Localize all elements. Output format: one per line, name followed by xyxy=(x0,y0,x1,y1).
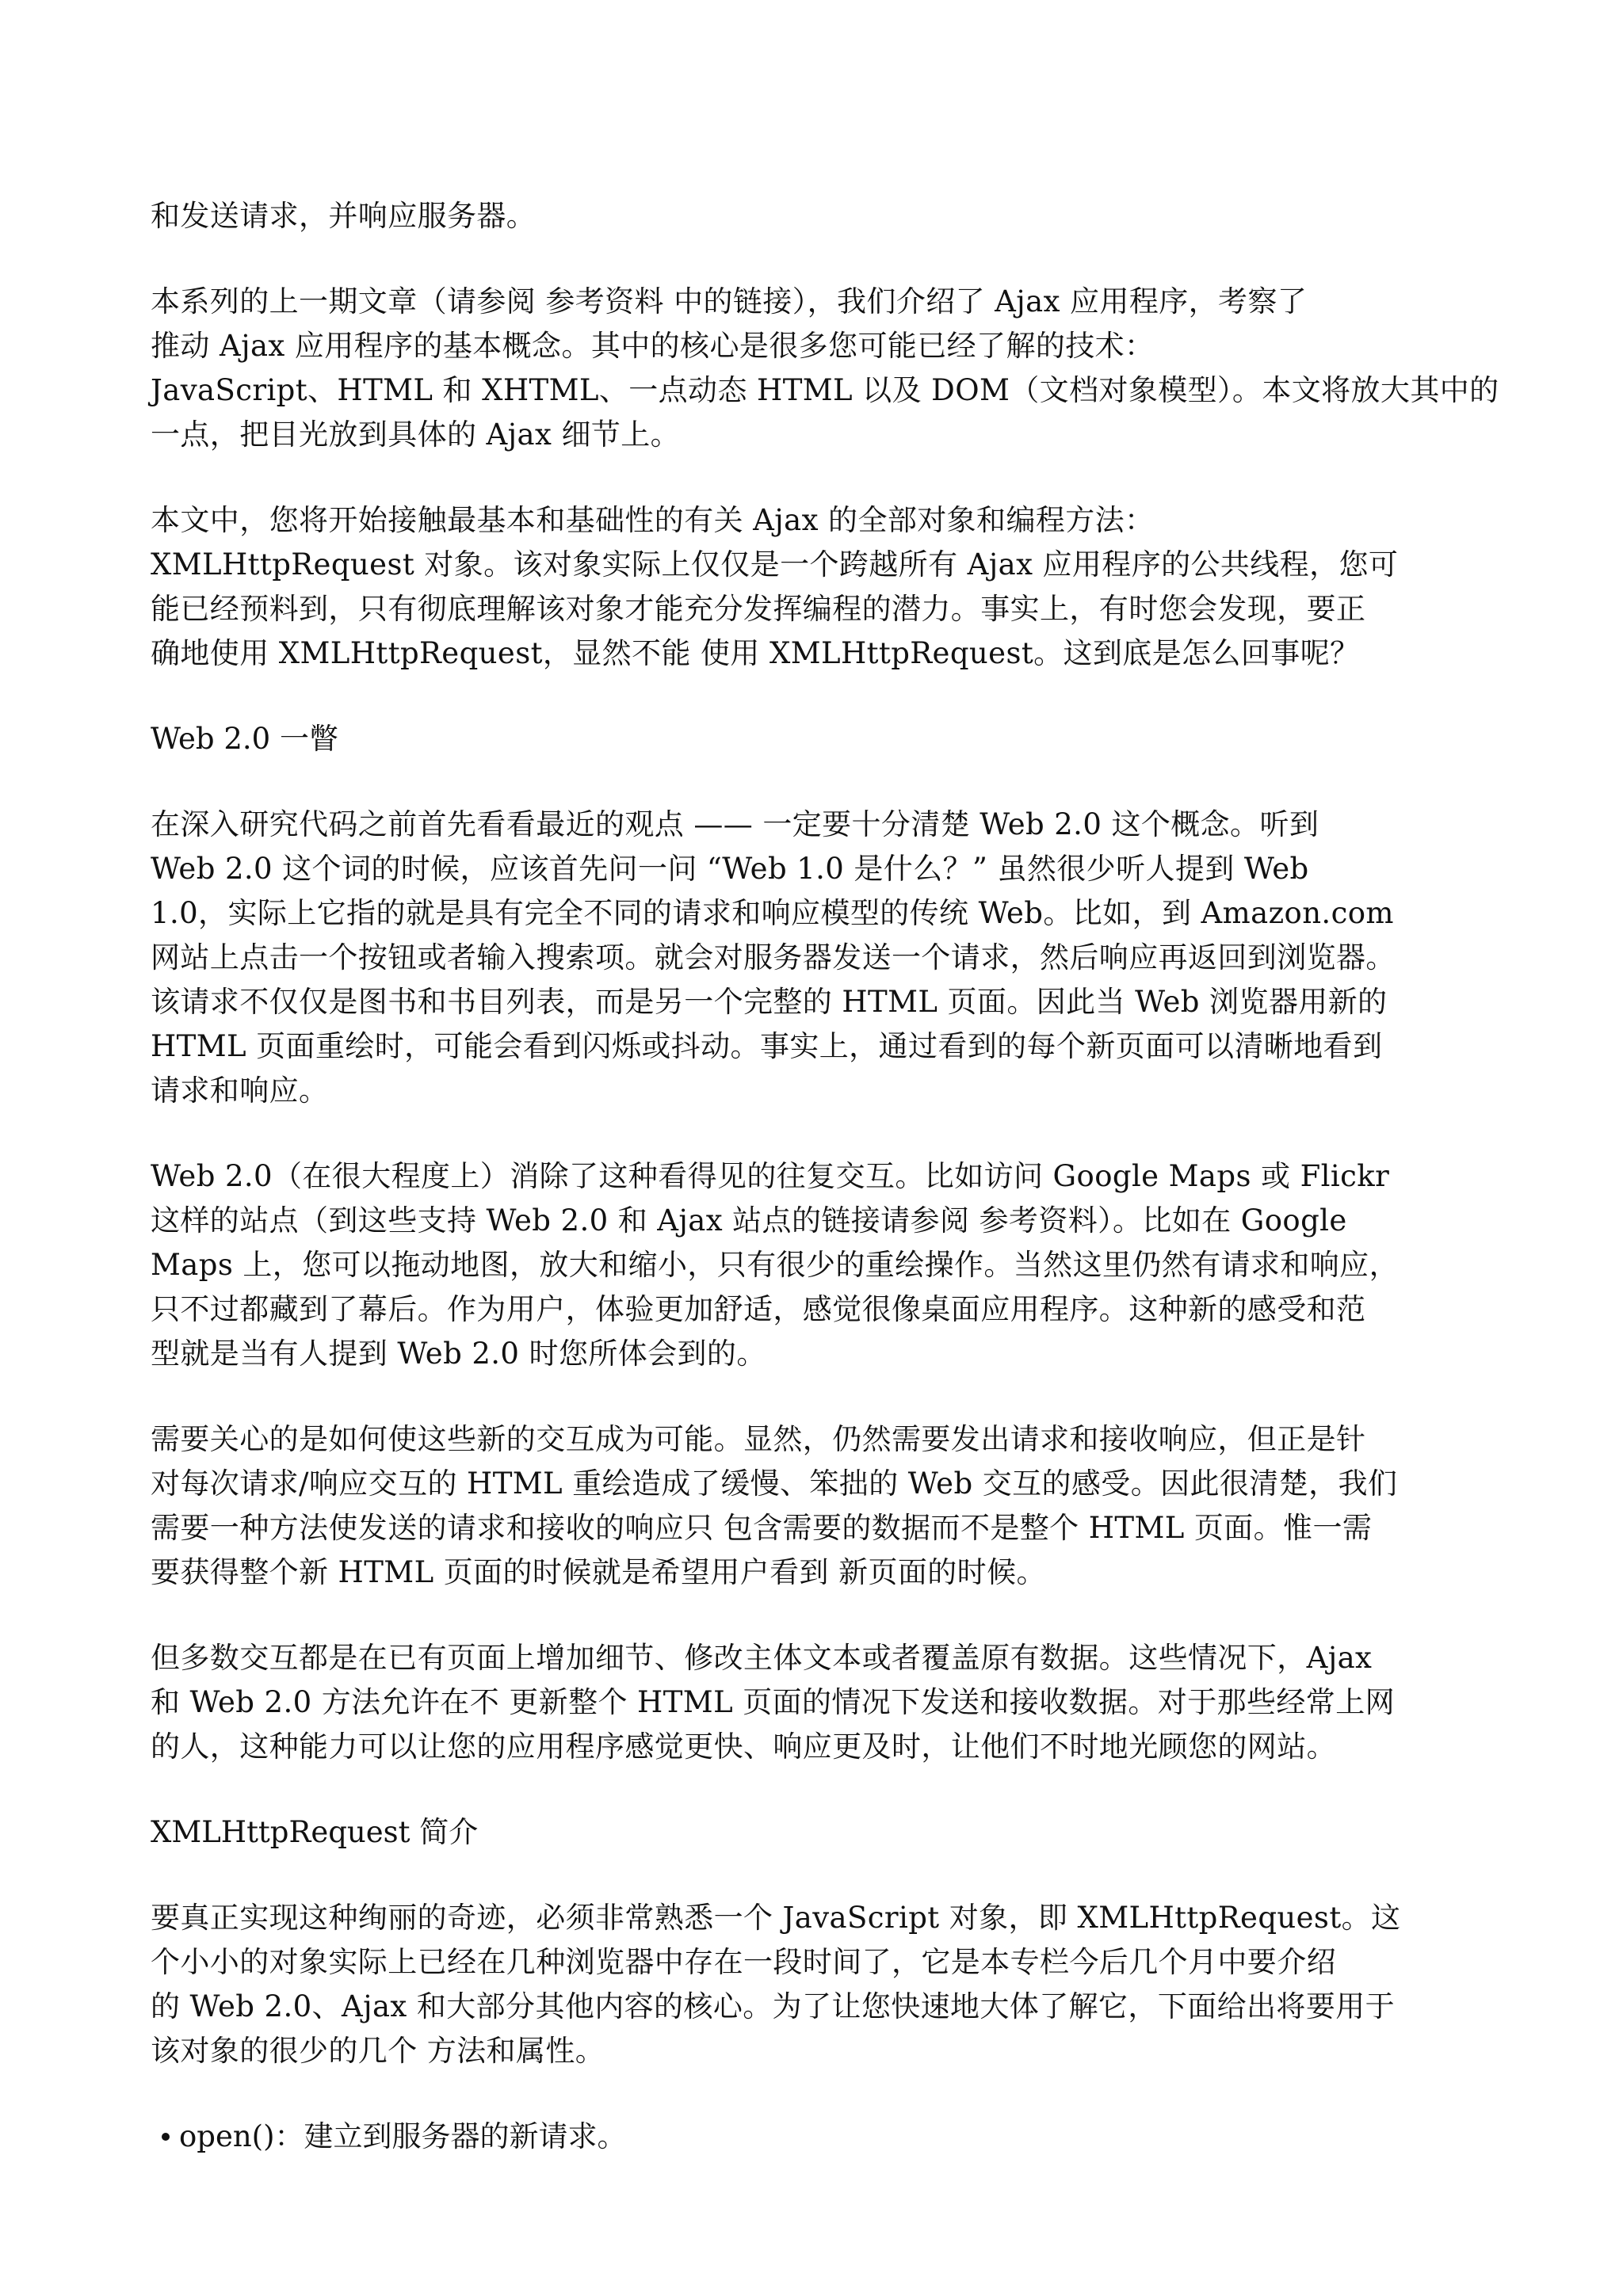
text-line: Web 2.0 这个词的时候，应该首先问一问 “Web 1.0 是什么？” 虽然很少听人提到 Web xyxy=(151,852,1309,886)
text-line: 推动 Ajax 应用程序的基本概念。其中的核心是很多您可能已经了解的技术： xyxy=(151,329,1155,363)
text-line: 个小小的对象实际上已经在几种浏览器中存在一段时间了，它是本专栏今后几个月中要介绍 xyxy=(151,1945,1336,1979)
text-line: 但多数交互都是在已有页面上增加细节、修改主体文本或者覆盖原有数据。这些情况下，Ajax xyxy=(151,1641,1373,1675)
text-line: 能已经预料到，只有彻底理解该对象才能充分发挥编程的潜力。事实上，有时您会发现，要正 xyxy=(151,592,1366,626)
list-item xyxy=(151,2115,1498,2159)
paragraph xyxy=(151,280,1498,457)
section-heading: XMLHttpRequest 简介 xyxy=(151,1815,479,1849)
text-line: 和发送请求，并响应服务器。 xyxy=(151,199,537,233)
text-line: 网站上点击一个按钮或者输入搜索项。就会对服务器发送一个请求，然后响应再返回到浏览器。 xyxy=(151,940,1396,974)
paragraph xyxy=(151,1636,1498,1769)
text-line: 要获得整个新 HTML 页面的时候就是希望用户看到 新页面的时候。 xyxy=(151,1555,1046,1589)
text-line: 确地使用 XMLHttpRequest，显然不能 使用 XMLHttpRequest。这到底是怎么回事呢？ xyxy=(151,636,1360,670)
document-page xyxy=(151,194,1498,2159)
text-line: HTML 页面重绘时，可能会看到闪烁或抖动。事实上，通过看到的每个新页面可以清晰地看到 xyxy=(151,1029,1383,1063)
text-line: 该对象的很少的几个 方法和属性。 xyxy=(151,2034,605,2068)
text-line: 本系列的上一期文章（请参阅 参考资料 中的链接），我们介绍了 Ajax 应用程序，考察了 xyxy=(151,284,1308,318)
text-line: 请求和响应。 xyxy=(151,1074,329,1108)
text-line: 只不过都藏到了幕后。作为用户，体验更加舒适，感觉很像桌面应用程序。这种新的感受和范 xyxy=(151,1292,1366,1326)
paragraph xyxy=(151,1417,1498,1595)
text-line: 需要关心的是如何使这些新的交互成为可能。显然，仍然需要发出请求和接收响应，但正是针 xyxy=(151,1422,1366,1456)
text-line: 需要一种方法使发送的请求和接收的响应只 包含需要的数据而不是整个 HTML 页面。惟一需 xyxy=(151,1511,1373,1545)
paragraph xyxy=(151,1154,1498,1376)
text-line: 要真正实现这种绚丽的奇迹，必须非常熟悉一个 JavaScript 对象，即 XMLHttpRequest。这 xyxy=(151,1901,1401,1935)
text-line: 这样的站点（到这些支持 Web 2.0 和 Ajax 站点的链接请参阅 参考资料）。比如在 Google xyxy=(151,1203,1347,1238)
paragraph xyxy=(151,803,1498,1113)
text-line: 1.0，实际上它指的就是具有完全不同的请求和响应模型的传统 Web。比如，到 Amazon.com xyxy=(151,896,1394,930)
text-line: 本文中，您将开始接触最基本和基础性的有关 Ajax 的全部对象和编程方法： xyxy=(151,503,1155,537)
text-line: Web 2.0（在很大程度上）消除了这种看得见的往复交互。比如访问 Google Maps 或 Flickr xyxy=(151,1159,1390,1193)
paragraph xyxy=(151,194,1498,238)
section-heading: Web 2.0 一瞥 xyxy=(151,722,338,756)
text-line: Maps 上，您可以拖动地图，放大和缩小，只有很少的重绘操作。当然这里仍然有请求和响应， xyxy=(151,1248,1399,1282)
text-line: 型就是当有人提到 Web 2.0 时您所体会到的。 xyxy=(151,1337,766,1371)
text-line: 在深入研究代码之前首先看看最近的观点 —— 一定要十分清楚 Web 2.0 这个概念。听到 xyxy=(151,807,1319,841)
text-line: 该请求不仅仅是图书和书目列表，而是另一个完整的 HTML 页面。因此当 Web 浏览器用新的 xyxy=(151,985,1388,1019)
text-line: 和 Web 2.0 方法允许在不 更新整个 HTML 页面的情况下发送和接收数据。对于那些经常上网 xyxy=(151,1685,1396,1719)
text-line: 对每次请求/响应交互的 HTML 重绘造成了缓慢、笨拙的 Web 交互的感受。因此很清楚，我们 xyxy=(151,1466,1398,1501)
text-line: XMLHttpRequest 对象。该对象实际上仅仅是一个跨越所有 Ajax 应用程序的公共线程，您可 xyxy=(151,547,1399,582)
bullet-icon xyxy=(162,2133,170,2141)
text-line: 一点，把目光放到具体的 Ajax 细节上。 xyxy=(151,418,681,452)
list-item-text: open()：建立到服务器的新请求。 xyxy=(179,2119,627,2153)
text-line: 的 Web 2.0、Ajax 和大部分其他内容的核心。为了让您快速地大体了解它，下面给出将要用于 xyxy=(151,1989,1396,2023)
paragraph xyxy=(151,1896,1498,2073)
text-line: 的人，这种能力可以让您的应用程序感觉更快、响应更及时，让他们不时地光顾您的网站。 xyxy=(151,1730,1336,1764)
text-line: JavaScript、HTML 和 XHTML、一点动态 HTML 以及 DOM（文档对象模型）。本文将放大其中的 xyxy=(151,373,1499,407)
paragraph xyxy=(151,498,1498,676)
